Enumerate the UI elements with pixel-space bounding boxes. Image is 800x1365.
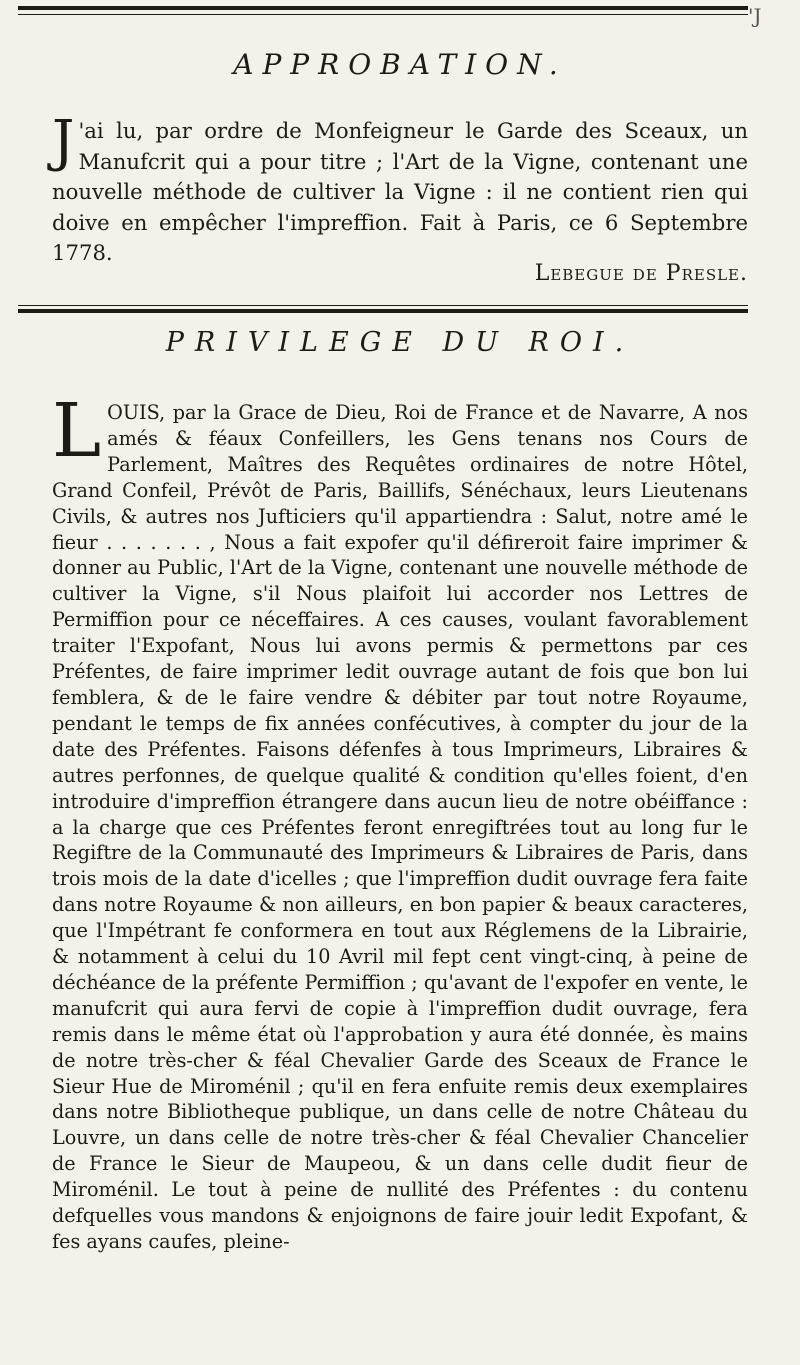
middle-rule-thick [18,309,748,313]
privilege-title: PRIVILEGE DU ROI. [165,327,635,358]
privilege-body: OUIS, par la Grace de Dieu, Roi de France et de Navarre, A nos amés & féaux Confeillers, les Gens tenans nos Cours de Parlement, Maîtres des Requêtes ordinaires de notre Hôtel, Grand Confeil, Prévôt de Paris, Baillifs, Sénéchaux, leurs Lieutenans Civils, & autres nos Jufticiers qu'il appartiendra : Salut, notre amé le fieur . . . . . . . , Nous a fait expofer qu'il défireroit faire imprimer & donner au Public, l'Art de la Vigne, contenant une nouvelle méthode de cultiver la Vigne, s'il Nous plaifoit lui accorder nos Lettres de Permiffion pour ce néceffaires. A ces causes, voulant favorablement traiter l'Expofant, Nous lui avons permis & permettons par ces Préfentes, de faire imprimer ledit ouvrage autant de fois que bon lui femblera, & de le faire vendre & débiter par tout notre Royaume, pendant le temps de fix années confécutives, à compter du jour de la date des Préfentes. Faisons défenfes à tous Imprimeurs, Libraires & autres perfonnes, de quelque qualité & condition qu'elles foient, d'en introduire d'impreffion étrangere dans aucun lieu de notre obéiffance : a la charge que ces Préfentes feront enregiftrées tout au long fur le Regiftre de la Communauté des Imprimeurs & Libraires de Paris, dans trois mois de la date d'icelles ; que l'impreffion dudit ouvrage fera faite dans notre Royaume & non ailleurs, en bon papier & beaux caracteres, que l'Impétrant fe conformera en tout aux Réglemens de la Librairie, & notamment à celui du 10 Avril mil fept cent vingt-cinq, à peine de déchéance de la préfente Permiffion ; qu'avant de l'expofer en vente, le manufcrit qui aura fervi de copie à l'impreffion dudit ouvrage, fera remis dans le même état où l'approbation y aura été donnée, ès mains de notre très-cher & féal Chevalier Garde des Sceaux de France le Sieur Hue de Miroménil ; qu'il en fera enfuite remis deux exemplaires dans notre Bibliotheque publique, un dans celle de notre Château du Louvre, un dans celle de notre très-cher & féal Chevalier Chancelier de France le Sieur de Maupeou, & un dans celle dudit fieur de Miroménil. Le tout à peine de nullité des Préfentes : du contenu defquelles vous mandons & enjoignons de faire jouir ledit Expofant, & fes ayans caufes, pleine- [52,401,748,1253]
top-rule-thin [18,14,748,15]
approbation-initial: J [52,109,75,174]
approbation-title: APPROBATION. [233,48,567,81]
approbation-text [52,109,748,269]
approbation-body: 'ai lu, par ordre de Monfeigneur le Garde des Sceaux, un Manufcrit qui a pour titre ; l'Art de la Vigne, contenant une nouvelle méthode de cultiver la Vigne : il ne contient rien qui doive en empêcher l'impreffion. Fait à Paris, ce 6 Septembre 1778. [52,118,748,265]
corner-mark: 'J [748,4,762,28]
privilege-initial: L [52,388,102,474]
top-rule-thick [18,6,748,10]
privilege-text [52,388,748,1255]
middle-rule-thin [18,305,748,306]
approbation-signature: Lebegue de Presle. [534,261,748,286]
